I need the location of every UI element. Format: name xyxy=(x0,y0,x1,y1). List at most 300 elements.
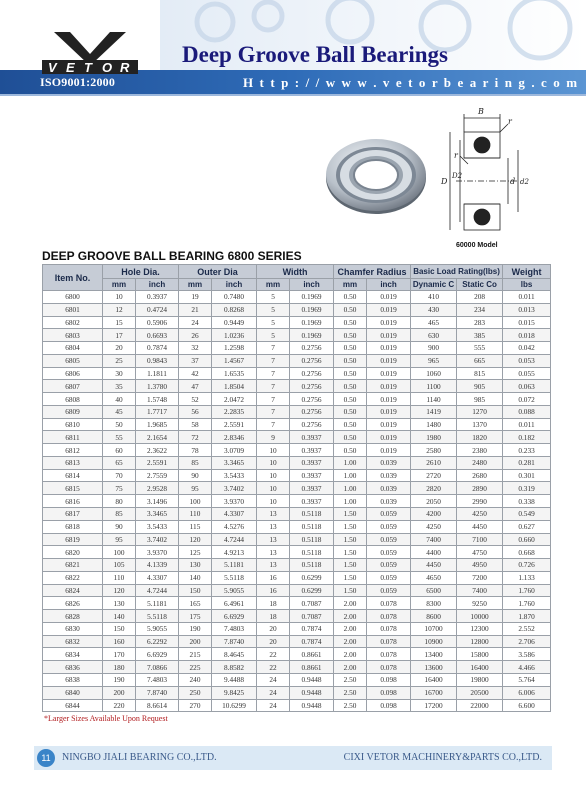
table-cell: 50 xyxy=(103,418,136,431)
table-cell: 9250 xyxy=(457,597,503,610)
subheader-mm: mm xyxy=(103,279,136,291)
table-cell: 0.7087 xyxy=(290,610,334,623)
table-cell: 6838 xyxy=(43,673,103,686)
table-cell: 125 xyxy=(179,546,212,559)
table-row xyxy=(43,380,551,393)
page-title: Deep Groove Ball Bearings xyxy=(182,42,448,67)
svg-text:R: R xyxy=(120,60,130,75)
table-cell: 0.3937 xyxy=(290,469,334,482)
table-cell: 1.50 xyxy=(334,533,367,546)
table-cell: 4250 xyxy=(411,520,457,533)
table-cell: 0.5118 xyxy=(290,559,334,572)
table-cell: 2.00 xyxy=(334,635,367,648)
table-cell: 6809 xyxy=(43,405,103,418)
table-cell: 10.6299 xyxy=(212,699,257,712)
table-cell: 4.466 xyxy=(503,661,551,674)
table-cell: 165 xyxy=(179,597,212,610)
table-cell: 3.5433 xyxy=(136,520,179,533)
table-cell: 8300 xyxy=(411,597,457,610)
table-cell: 965 xyxy=(411,354,457,367)
table-cell: 24 xyxy=(179,316,212,329)
table-cell: 3.3465 xyxy=(212,456,257,469)
table-cell: 13 xyxy=(257,508,290,521)
table-cell: 9.8425 xyxy=(212,686,257,699)
subheader-mm: mm xyxy=(179,279,212,291)
table-cell: 1.00 xyxy=(334,495,367,508)
table-cell: 22 xyxy=(257,661,290,674)
table-cell: 42 xyxy=(179,367,212,380)
table-cell: 4750 xyxy=(457,546,503,559)
svg-text:T: T xyxy=(84,60,92,75)
table-cell: 0.182 xyxy=(503,431,551,444)
header-item-no: Item No. xyxy=(43,265,103,291)
svg-text:V: V xyxy=(48,60,57,75)
table-cell: 0.7874 xyxy=(136,342,179,355)
table-cell: 4.5276 xyxy=(212,520,257,533)
table-cell: 1.760 xyxy=(503,597,551,610)
table-cell: 0.50 xyxy=(334,418,367,431)
table-cell: 140 xyxy=(179,571,212,584)
table-cell: 2.9528 xyxy=(136,482,179,495)
table-cell: 4.9213 xyxy=(212,546,257,559)
table-cell: 4200 xyxy=(411,508,457,521)
table-cell: 16 xyxy=(257,571,290,584)
dim-label-D: D xyxy=(441,177,448,186)
table-cell: 1419 xyxy=(411,405,457,418)
certification-text: ISO9001:2000 xyxy=(40,75,116,89)
table-cell: 0.019 xyxy=(367,444,411,457)
table-cell: 220 xyxy=(103,699,136,712)
table-cell: 0.3937 xyxy=(290,495,334,508)
table-cell: 0.50 xyxy=(334,393,367,406)
footer-right-company: CIXI VETOR MACHINERY&PARTS CO.,LTD. xyxy=(343,752,542,763)
table-cell: 0.019 xyxy=(367,303,411,316)
table-cell: 58 xyxy=(179,418,212,431)
table-cell: 22000 xyxy=(457,699,503,712)
table-cell: 1.00 xyxy=(334,482,367,495)
svg-text:E: E xyxy=(66,60,75,75)
table-cell: 6500 xyxy=(411,584,457,597)
table-cell: 13 xyxy=(257,546,290,559)
table-cell: 6.006 xyxy=(503,686,551,699)
table-cell: 0.039 xyxy=(367,495,411,508)
table-cell: 10 xyxy=(257,482,290,495)
table-cell: 6804 xyxy=(43,342,103,355)
header-chamfer-radius: Chamfer Radius xyxy=(334,265,411,279)
table-cell: 13600 xyxy=(411,661,457,674)
table-cell: 5 xyxy=(257,291,290,304)
table-cell: 5 xyxy=(257,303,290,316)
table-cell: 0.8268 xyxy=(212,303,257,316)
header-width: Width xyxy=(257,265,334,279)
table-cell: 905 xyxy=(457,380,503,393)
table-cell: 130 xyxy=(179,559,212,572)
table-cell: 900 xyxy=(411,342,457,355)
table-cell: 6824 xyxy=(43,584,103,597)
table-cell: 2380 xyxy=(457,444,503,457)
subheader-inch: inch xyxy=(212,279,257,291)
table-cell: 5.1181 xyxy=(136,597,179,610)
table-row xyxy=(43,393,551,406)
table-cell: 2.5591 xyxy=(212,418,257,431)
table-cell: 6808 xyxy=(43,393,103,406)
table-cell: 0.011 xyxy=(503,291,551,304)
table-cell: 2.50 xyxy=(334,686,367,699)
table-cell: 20 xyxy=(103,342,136,355)
table-cell: 1.1811 xyxy=(136,367,179,380)
table-cell: 215 xyxy=(179,648,212,661)
table-cell: 0.019 xyxy=(367,405,411,418)
table-cell: 0.011 xyxy=(503,418,551,431)
table-cell: 1.00 xyxy=(334,469,367,482)
table-cell: 0.50 xyxy=(334,367,367,380)
table-cell: 170 xyxy=(103,648,136,661)
table-row xyxy=(43,673,551,686)
table-cell: 6.600 xyxy=(503,699,551,712)
table-cell: 0.019 xyxy=(367,316,411,329)
table-cell: 2.2835 xyxy=(212,405,257,418)
table-cell: 6828 xyxy=(43,610,103,623)
table-cell: 985 xyxy=(457,393,503,406)
table-cell: 7 xyxy=(257,405,290,418)
table-cell: 6812 xyxy=(43,444,103,457)
table-cell: 100 xyxy=(179,495,212,508)
table-cell: 5.9055 xyxy=(136,622,179,635)
spec-table-body xyxy=(43,291,551,712)
table-cell: 0.059 xyxy=(367,533,411,546)
table-cell: 0.3937 xyxy=(290,444,334,457)
table-cell: 150 xyxy=(103,622,136,635)
table-cell: 410 xyxy=(411,291,457,304)
subheader-inch: inch xyxy=(290,279,334,291)
table-cell: 19 xyxy=(179,291,212,304)
table-cell: 4.3307 xyxy=(136,571,179,584)
table-cell: 0.50 xyxy=(334,444,367,457)
table-cell: 15800 xyxy=(457,648,503,661)
table-cell: 1.00 xyxy=(334,456,367,469)
table-cell: 1.870 xyxy=(503,610,551,623)
table-cell: 6811 xyxy=(43,431,103,444)
table-cell: 0.9843 xyxy=(136,354,179,367)
table-cell: 6800 xyxy=(43,291,103,304)
table-cell: 2720 xyxy=(411,469,457,482)
table-cell: 0.2756 xyxy=(290,418,334,431)
table-cell: 0.019 xyxy=(367,367,411,380)
table-cell: 17 xyxy=(103,329,136,342)
subheader-mm: mm xyxy=(257,279,290,291)
table-cell: 2.5591 xyxy=(136,456,179,469)
table-row xyxy=(43,444,551,457)
table-cell: 2890 xyxy=(457,482,503,495)
table-cell: 10 xyxy=(257,469,290,482)
table-cell: 0.281 xyxy=(503,456,551,469)
table-cell: 6805 xyxy=(43,354,103,367)
table-cell: 3.5433 xyxy=(212,469,257,482)
table-cell: 10 xyxy=(257,495,290,508)
table-cell: 45 xyxy=(103,405,136,418)
table-cell: 160 xyxy=(103,635,136,648)
table-cell: 3.0709 xyxy=(212,444,257,457)
table-cell: 7.4803 xyxy=(136,673,179,686)
table-cell: 2680 xyxy=(457,469,503,482)
table-cell: 7.0866 xyxy=(136,661,179,674)
table-cell: 0.059 xyxy=(367,584,411,597)
table-cell: 3.1496 xyxy=(136,495,179,508)
table-cell: 1.50 xyxy=(334,571,367,584)
table-cell: 0.627 xyxy=(503,520,551,533)
table-cell: 24 xyxy=(257,686,290,699)
table-cell: 110 xyxy=(179,508,212,521)
table-cell: 208 xyxy=(457,291,503,304)
table-cell: 13 xyxy=(257,520,290,533)
table-cell: 6836 xyxy=(43,661,103,674)
table-cell: 2990 xyxy=(457,495,503,508)
table-cell: 10900 xyxy=(411,635,457,648)
table-cell: 12300 xyxy=(457,622,503,635)
table-cell: 80 xyxy=(103,495,136,508)
table-cell: 7 xyxy=(257,342,290,355)
table-cell: 1.8504 xyxy=(212,380,257,393)
table-row xyxy=(43,622,551,635)
table-cell: 0.019 xyxy=(367,393,411,406)
page-footer xyxy=(34,746,552,770)
table-cell: 6834 xyxy=(43,648,103,661)
table-cell: 1.4567 xyxy=(212,354,257,367)
dim-label-d2: d2 xyxy=(520,178,529,186)
svg-text:O: O xyxy=(102,60,113,75)
table-cell: 0.7874 xyxy=(290,635,334,648)
table-cell: 12800 xyxy=(457,635,503,648)
table-cell: 3.7402 xyxy=(136,533,179,546)
table-cell: 55 xyxy=(103,431,136,444)
table-cell: 5 xyxy=(257,316,290,329)
table-cell: 4250 xyxy=(457,508,503,521)
table-cell: 5.764 xyxy=(503,673,551,686)
table-cell: 6817 xyxy=(43,508,103,521)
table-cell: 283 xyxy=(457,316,503,329)
table-cell: 0.019 xyxy=(367,380,411,393)
table-cell: 2.00 xyxy=(334,648,367,661)
table-cell: 0.072 xyxy=(503,393,551,406)
table-cell: 10 xyxy=(103,291,136,304)
table-cell: 0.5118 xyxy=(290,508,334,521)
website-url: H t t p : / / w w w . v e t o r b e a r i n g . c o m xyxy=(243,75,579,90)
table-cell: 105 xyxy=(103,559,136,572)
footnote: *Larger Sizes Available Upon Request xyxy=(44,714,168,723)
table-cell: 0.098 xyxy=(367,699,411,712)
table-cell: 0.015 xyxy=(503,316,551,329)
table-cell: 385 xyxy=(457,329,503,342)
table-cell: 0.078 xyxy=(367,622,411,635)
table-cell: 6801 xyxy=(43,303,103,316)
table-cell: 6818 xyxy=(43,520,103,533)
table-cell: 115 xyxy=(179,520,212,533)
page-header xyxy=(0,0,586,96)
table-cell: 0.301 xyxy=(503,469,551,482)
table-cell: 24 xyxy=(257,673,290,686)
table-cell: 0.053 xyxy=(503,354,551,367)
table-cell: 5.9055 xyxy=(212,584,257,597)
table-cell: 120 xyxy=(179,533,212,546)
table-cell: 20 xyxy=(257,635,290,648)
table-cell: 234 xyxy=(457,303,503,316)
table-cell: 0.8661 xyxy=(290,648,334,661)
table-cell: 1.7717 xyxy=(136,405,179,418)
table-cell: 7400 xyxy=(457,584,503,597)
table-cell: 0.50 xyxy=(334,316,367,329)
table-cell: 0.019 xyxy=(367,354,411,367)
table-cell: 90 xyxy=(103,520,136,533)
table-cell: 8.6614 xyxy=(136,699,179,712)
table-cell: 0.9448 xyxy=(290,673,334,686)
table-cell: 100 xyxy=(103,546,136,559)
table-cell: 3.9370 xyxy=(212,495,257,508)
table-cell: 0.726 xyxy=(503,559,551,572)
table-row xyxy=(43,418,551,431)
table-cell: 1.9685 xyxy=(136,418,179,431)
table-cell: 110 xyxy=(103,571,136,584)
table-cell: 75 xyxy=(103,482,136,495)
table-cell: 35 xyxy=(103,380,136,393)
table-cell: 1060 xyxy=(411,367,457,380)
table-cell: 0.3937 xyxy=(136,291,179,304)
dim-label-r1: r xyxy=(508,117,512,126)
table-cell: 1.2598 xyxy=(212,342,257,355)
table-cell: 26 xyxy=(179,329,212,342)
table-cell: 4450 xyxy=(457,520,503,533)
table-cell: 15 xyxy=(103,316,136,329)
subheader-inch: inch xyxy=(367,279,411,291)
table-cell: 5.5118 xyxy=(212,571,257,584)
table-cell: 65 xyxy=(103,456,136,469)
table-cell: 85 xyxy=(179,456,212,469)
table-cell: 60 xyxy=(103,444,136,457)
table-cell: 6821 xyxy=(43,559,103,572)
table-cell: 2.50 xyxy=(334,699,367,712)
table-cell: 0.019 xyxy=(367,329,411,342)
table-cell: 0.019 xyxy=(367,431,411,444)
table-cell: 7100 xyxy=(457,533,503,546)
table-cell: 0.2756 xyxy=(290,367,334,380)
table-cell: 1.760 xyxy=(503,584,551,597)
table-row xyxy=(43,661,551,674)
table-cell: 140 xyxy=(103,610,136,623)
table-cell: 0.019 xyxy=(367,291,411,304)
table-row xyxy=(43,405,551,418)
table-cell: 1.0236 xyxy=(212,329,257,342)
table-cell: 17200 xyxy=(411,699,457,712)
table-cell: 6832 xyxy=(43,635,103,648)
table-cell: 22 xyxy=(257,648,290,661)
table-cell: 7 xyxy=(257,418,290,431)
table-cell: 2610 xyxy=(411,456,457,469)
table-cell: 9.4488 xyxy=(212,673,257,686)
table-cell: 21 xyxy=(179,303,212,316)
table-cell: 16400 xyxy=(457,661,503,674)
table-cell: 0.2756 xyxy=(290,354,334,367)
table-cell: 1820 xyxy=(457,431,503,444)
table-row xyxy=(43,648,551,661)
table-cell: 1.3780 xyxy=(136,380,179,393)
table-cell: 6822 xyxy=(43,571,103,584)
table-cell: 8.8582 xyxy=(212,661,257,674)
table-cell: 2.0472 xyxy=(212,393,257,406)
table-row xyxy=(43,635,551,648)
table-cell: 52 xyxy=(179,393,212,406)
table-cell: 9 xyxy=(257,431,290,444)
table-cell: 5.5118 xyxy=(136,610,179,623)
table-cell: 0.1969 xyxy=(290,291,334,304)
table-row xyxy=(43,597,551,610)
table-cell: 1370 xyxy=(457,418,503,431)
footer-left-company: NINGBO JIALI BEARING CO.,LTD. xyxy=(62,752,217,763)
table-cell: 1.50 xyxy=(334,508,367,521)
table-cell: 2.3622 xyxy=(136,444,179,457)
table-cell: 40 xyxy=(103,393,136,406)
table-cell: 0.50 xyxy=(334,342,367,355)
table-cell: 1.133 xyxy=(503,571,551,584)
table-cell: 7 xyxy=(257,367,290,380)
table-cell: 1.5748 xyxy=(136,393,179,406)
table-cell: 1980 xyxy=(411,431,457,444)
table-cell: 10 xyxy=(257,444,290,457)
table-cell: 2580 xyxy=(411,444,457,457)
table-cell: 0.059 xyxy=(367,508,411,521)
table-cell: 0.5118 xyxy=(290,520,334,533)
table-cell: 630 xyxy=(411,329,457,342)
table-cell: 7.8740 xyxy=(212,635,257,648)
table-cell: 32 xyxy=(179,342,212,355)
table-cell: 47 xyxy=(179,380,212,393)
table-row xyxy=(43,571,551,584)
table-row xyxy=(43,508,551,521)
table-cell: 130 xyxy=(103,597,136,610)
table-cell: 2.00 xyxy=(334,661,367,674)
table-cell: 0.1969 xyxy=(290,316,334,329)
table-cell: 4450 xyxy=(411,559,457,572)
table-row xyxy=(43,546,551,559)
table-cell: 2.552 xyxy=(503,622,551,635)
subheader-mm: mm xyxy=(334,279,367,291)
table-cell: 78 xyxy=(179,444,212,457)
table-row xyxy=(43,342,551,355)
table-row xyxy=(43,329,551,342)
table-cell: 0.668 xyxy=(503,546,551,559)
table-cell: 4400 xyxy=(411,546,457,559)
table-row xyxy=(43,559,551,572)
dim-label-D2: D2 xyxy=(452,172,463,180)
table-cell: 1480 xyxy=(411,418,457,431)
table-cell: 0.019 xyxy=(367,342,411,355)
table-cell: 6826 xyxy=(43,597,103,610)
table-cell: 250 xyxy=(179,686,212,699)
table-row xyxy=(43,469,551,482)
table-cell: 37 xyxy=(179,354,212,367)
table-cell: 0.2756 xyxy=(290,393,334,406)
table-cell: 6.4961 xyxy=(212,597,257,610)
table-cell: 120 xyxy=(103,584,136,597)
table-cell: 5 xyxy=(257,329,290,342)
table-cell: 8.4645 xyxy=(212,648,257,661)
table-cell: 6815 xyxy=(43,482,103,495)
table-cell: 0.7874 xyxy=(290,622,334,635)
table-cell: 0.2756 xyxy=(290,342,334,355)
table-cell: 0.039 xyxy=(367,482,411,495)
table-cell: 12 xyxy=(103,303,136,316)
table-cell: 10 xyxy=(257,456,290,469)
table-cell: 1100 xyxy=(411,380,457,393)
table-cell: 0.50 xyxy=(334,291,367,304)
